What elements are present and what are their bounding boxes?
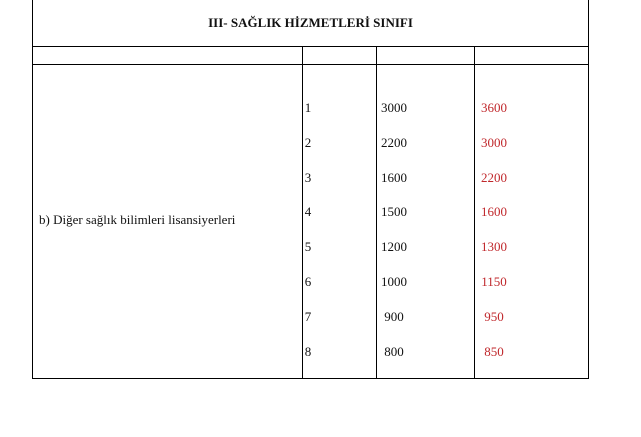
column-divider (376, 46, 377, 378)
table-cell-old: 900 (384, 308, 404, 324)
row-label: b) Diğer sağlık bilimleri lisansiyerleri (39, 212, 236, 227)
table-title: III- SAĞLIK HİZMETLERİ SINIFI (33, 0, 588, 47)
table-cell-old: 2200 (381, 134, 407, 150)
table-cell-degree: 6 (304, 274, 312, 289)
table-cell-new: 1600 (481, 204, 507, 220)
table-cell-new: 3000 (481, 134, 507, 150)
table-cell-new: 950 (484, 308, 504, 324)
table-cell-old: 3000 (381, 100, 407, 115)
indicator-table (32, 0, 589, 379)
table-cell-degree: 5 (304, 239, 312, 255)
table-cell-old: 800 (384, 343, 404, 359)
table-cell-old: 1600 (381, 169, 407, 185)
table-cell-degree: 7 (304, 308, 312, 324)
table-cell-new: 850 (484, 343, 504, 359)
table-cell-new: 1150 (481, 274, 507, 289)
empty-header-row (33, 46, 588, 65)
table-cell-old: 1500 (381, 204, 407, 220)
table-cell-degree: 2 (304, 134, 312, 150)
table-cell-new: 3600 (481, 100, 507, 115)
column-divider (302, 46, 303, 378)
table-cell-degree: 1 (304, 100, 312, 115)
table-cell-new: 1300 (481, 239, 507, 255)
table-cell-degree: 3 (304, 169, 312, 185)
table-cell-new: 2200 (481, 169, 507, 185)
table-cell-old: 1200 (381, 239, 407, 255)
table-cell-degree: 8 (304, 343, 312, 359)
table-cell-degree: 4 (304, 204, 312, 220)
column-divider (474, 46, 475, 378)
table-cell-old: 1000 (381, 274, 407, 289)
